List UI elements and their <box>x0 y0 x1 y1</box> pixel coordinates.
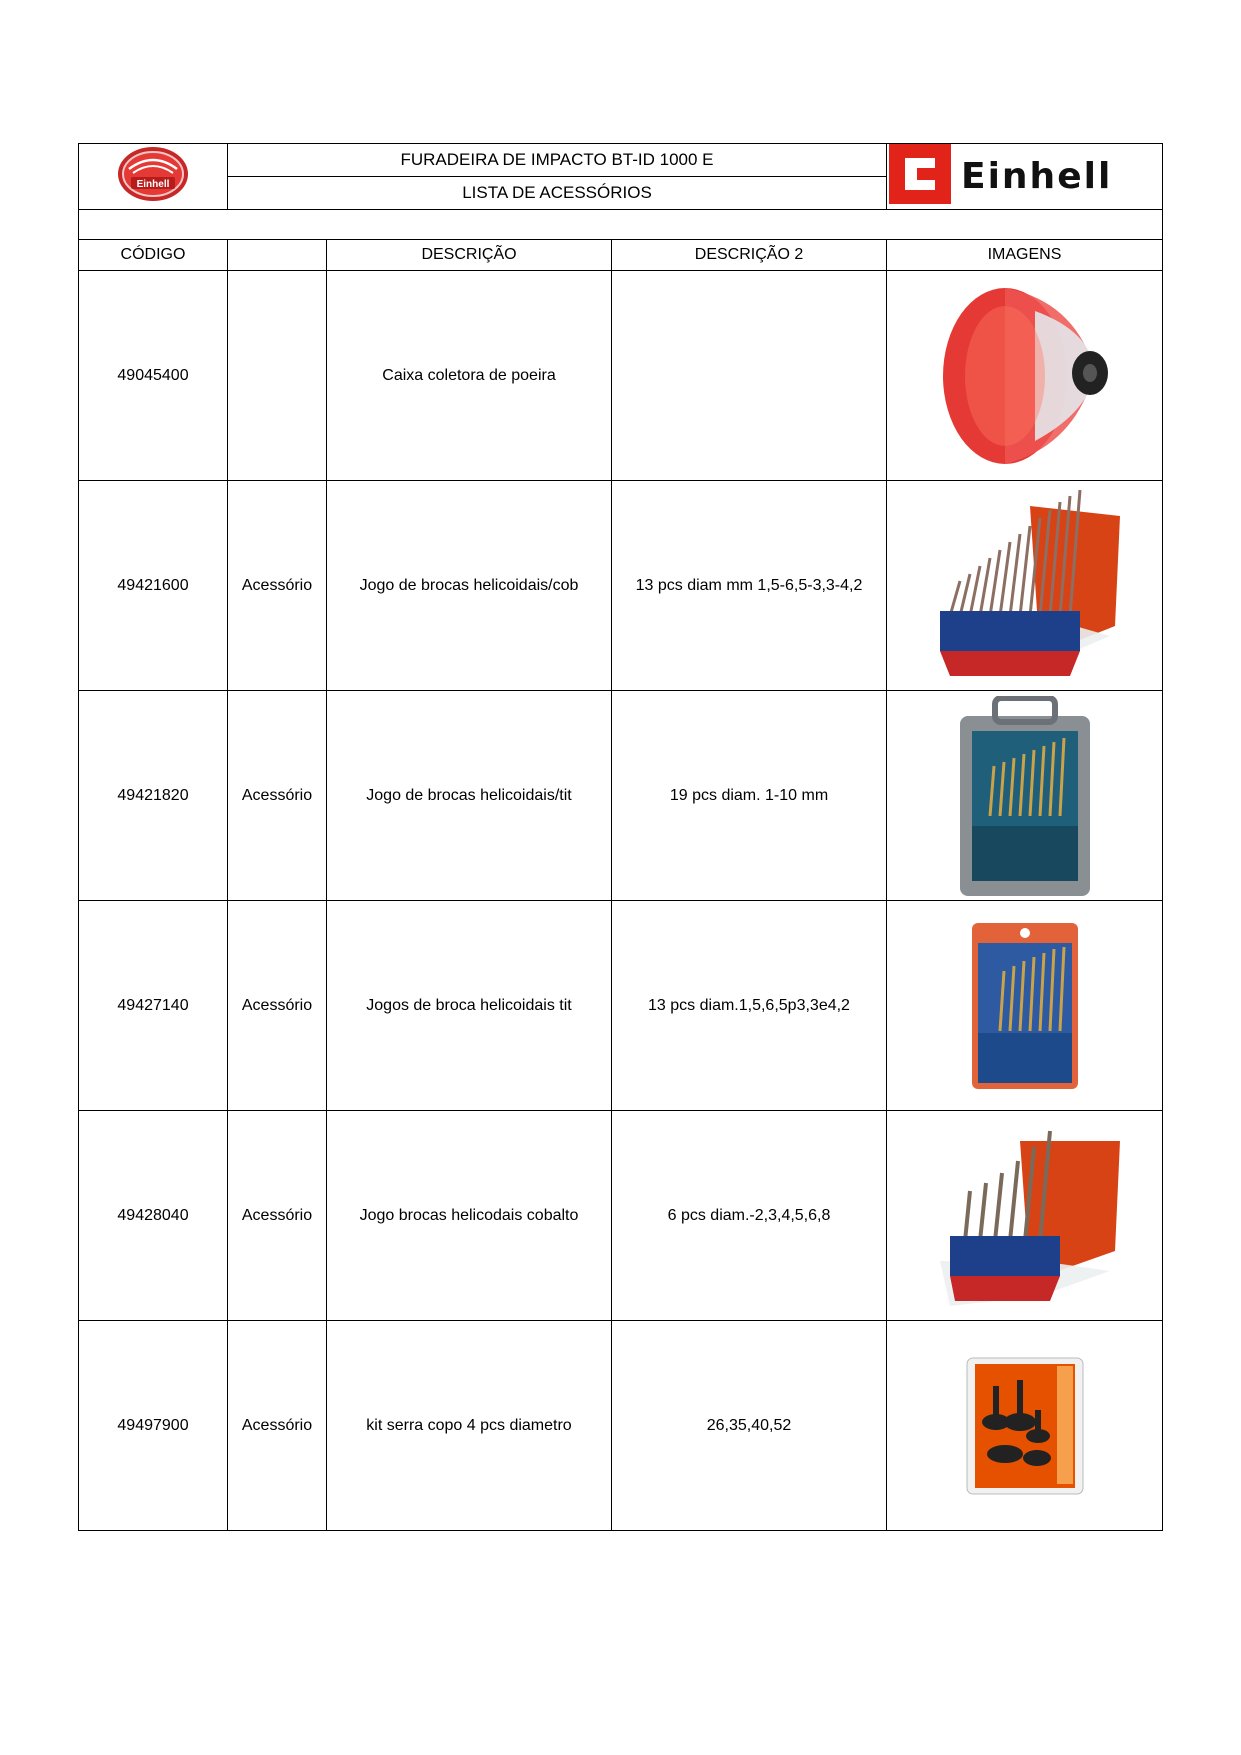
description2-cell <box>612 271 887 481</box>
document-subtitle: LISTA DE ACESSÓRIOS <box>228 177 887 210</box>
table-row <box>79 1321 1163 1531</box>
column-header-description: DESCRIÇÃO <box>327 240 612 271</box>
image-cell <box>887 271 1163 481</box>
table-row <box>79 1111 1163 1321</box>
table-row <box>79 271 1163 481</box>
image-cell <box>887 901 1163 1111</box>
drill-bit-set-6pcs-image <box>920 1121 1130 1311</box>
accessory-sheet <box>78 143 1162 1531</box>
seal-text: Einhell <box>136 179 170 190</box>
column-header-code: CÓDIGO <box>79 240 228 271</box>
description2-cell: 13 pcs diam.1,5,6,5p3,3e4,2 <box>612 901 887 1111</box>
accessory-table <box>78 143 1163 1531</box>
seal-cell <box>79 144 228 210</box>
category-cell: Acessório <box>228 901 327 1111</box>
description2-cell: 26,35,40,52 <box>612 1321 887 1531</box>
image-cell <box>887 691 1163 901</box>
description-cell: Jogos de broca helicoidais tit <box>327 901 612 1111</box>
code-cell: 49421600 <box>79 481 228 691</box>
header-row-title <box>79 144 1163 177</box>
hole-saw-kit-image <box>965 1356 1085 1496</box>
table-row <box>79 691 1163 901</box>
code-cell: 49045400 <box>79 271 228 481</box>
column-header-images: IMAGENS <box>887 240 1163 271</box>
category-cell <box>228 271 327 481</box>
description-cell: Caixa coletora de poeira <box>327 271 612 481</box>
drill-bit-blister-titan-image <box>970 921 1080 1091</box>
table-row <box>79 901 1163 1111</box>
drill-bit-box-titan-image <box>950 696 1100 896</box>
description-cell: Jogo de brocas helicoidais/cob <box>327 481 612 691</box>
code-cell: 49428040 <box>79 1111 228 1321</box>
table-row <box>79 481 1163 691</box>
category-cell: Acessório <box>228 481 327 691</box>
code-cell: 49497900 <box>79 1321 228 1531</box>
category-cell: Acessório <box>228 1321 327 1531</box>
code-cell: 49427140 <box>79 901 228 1111</box>
column-header-description2: DESCRIÇÃO 2 <box>612 240 887 271</box>
column-header-category <box>228 240 327 271</box>
description2-cell: 19 pcs diam. 1-10 mm <box>612 691 887 901</box>
authorized-service-seal-icon <box>115 145 191 203</box>
spacer-row <box>79 210 1163 240</box>
image-cell <box>887 1111 1163 1321</box>
brand-logo-cell <box>887 144 1163 210</box>
category-cell: Acessório <box>228 1111 327 1321</box>
category-cell: Acessório <box>228 691 327 901</box>
column-header-row <box>79 240 1163 271</box>
image-cell <box>887 1321 1163 1531</box>
dust-collector-image <box>925 281 1125 471</box>
drill-bit-set-red-case-image <box>920 486 1130 686</box>
einhell-logo-icon <box>889 144 1161 204</box>
description-cell: Jogo brocas helicodais cobalto <box>327 1111 612 1321</box>
description2-cell: 6 pcs diam.-2,3,4,5,6,8 <box>612 1111 887 1321</box>
description-cell: kit serra copo 4 pcs diametro <box>327 1321 612 1531</box>
document-title: FURADEIRA DE IMPACTO BT-ID 1000 E <box>228 144 887 177</box>
image-cell <box>887 481 1163 691</box>
code-cell: 49421820 <box>79 691 228 901</box>
description-cell: Jogo de brocas helicoidais/tit <box>327 691 612 901</box>
spacer-cell <box>79 210 1163 240</box>
brand-logo-text: Einhell <box>960 156 1112 197</box>
description2-cell: 13 pcs diam mm 1,5-6,5-3,3-4,2 <box>612 481 887 691</box>
